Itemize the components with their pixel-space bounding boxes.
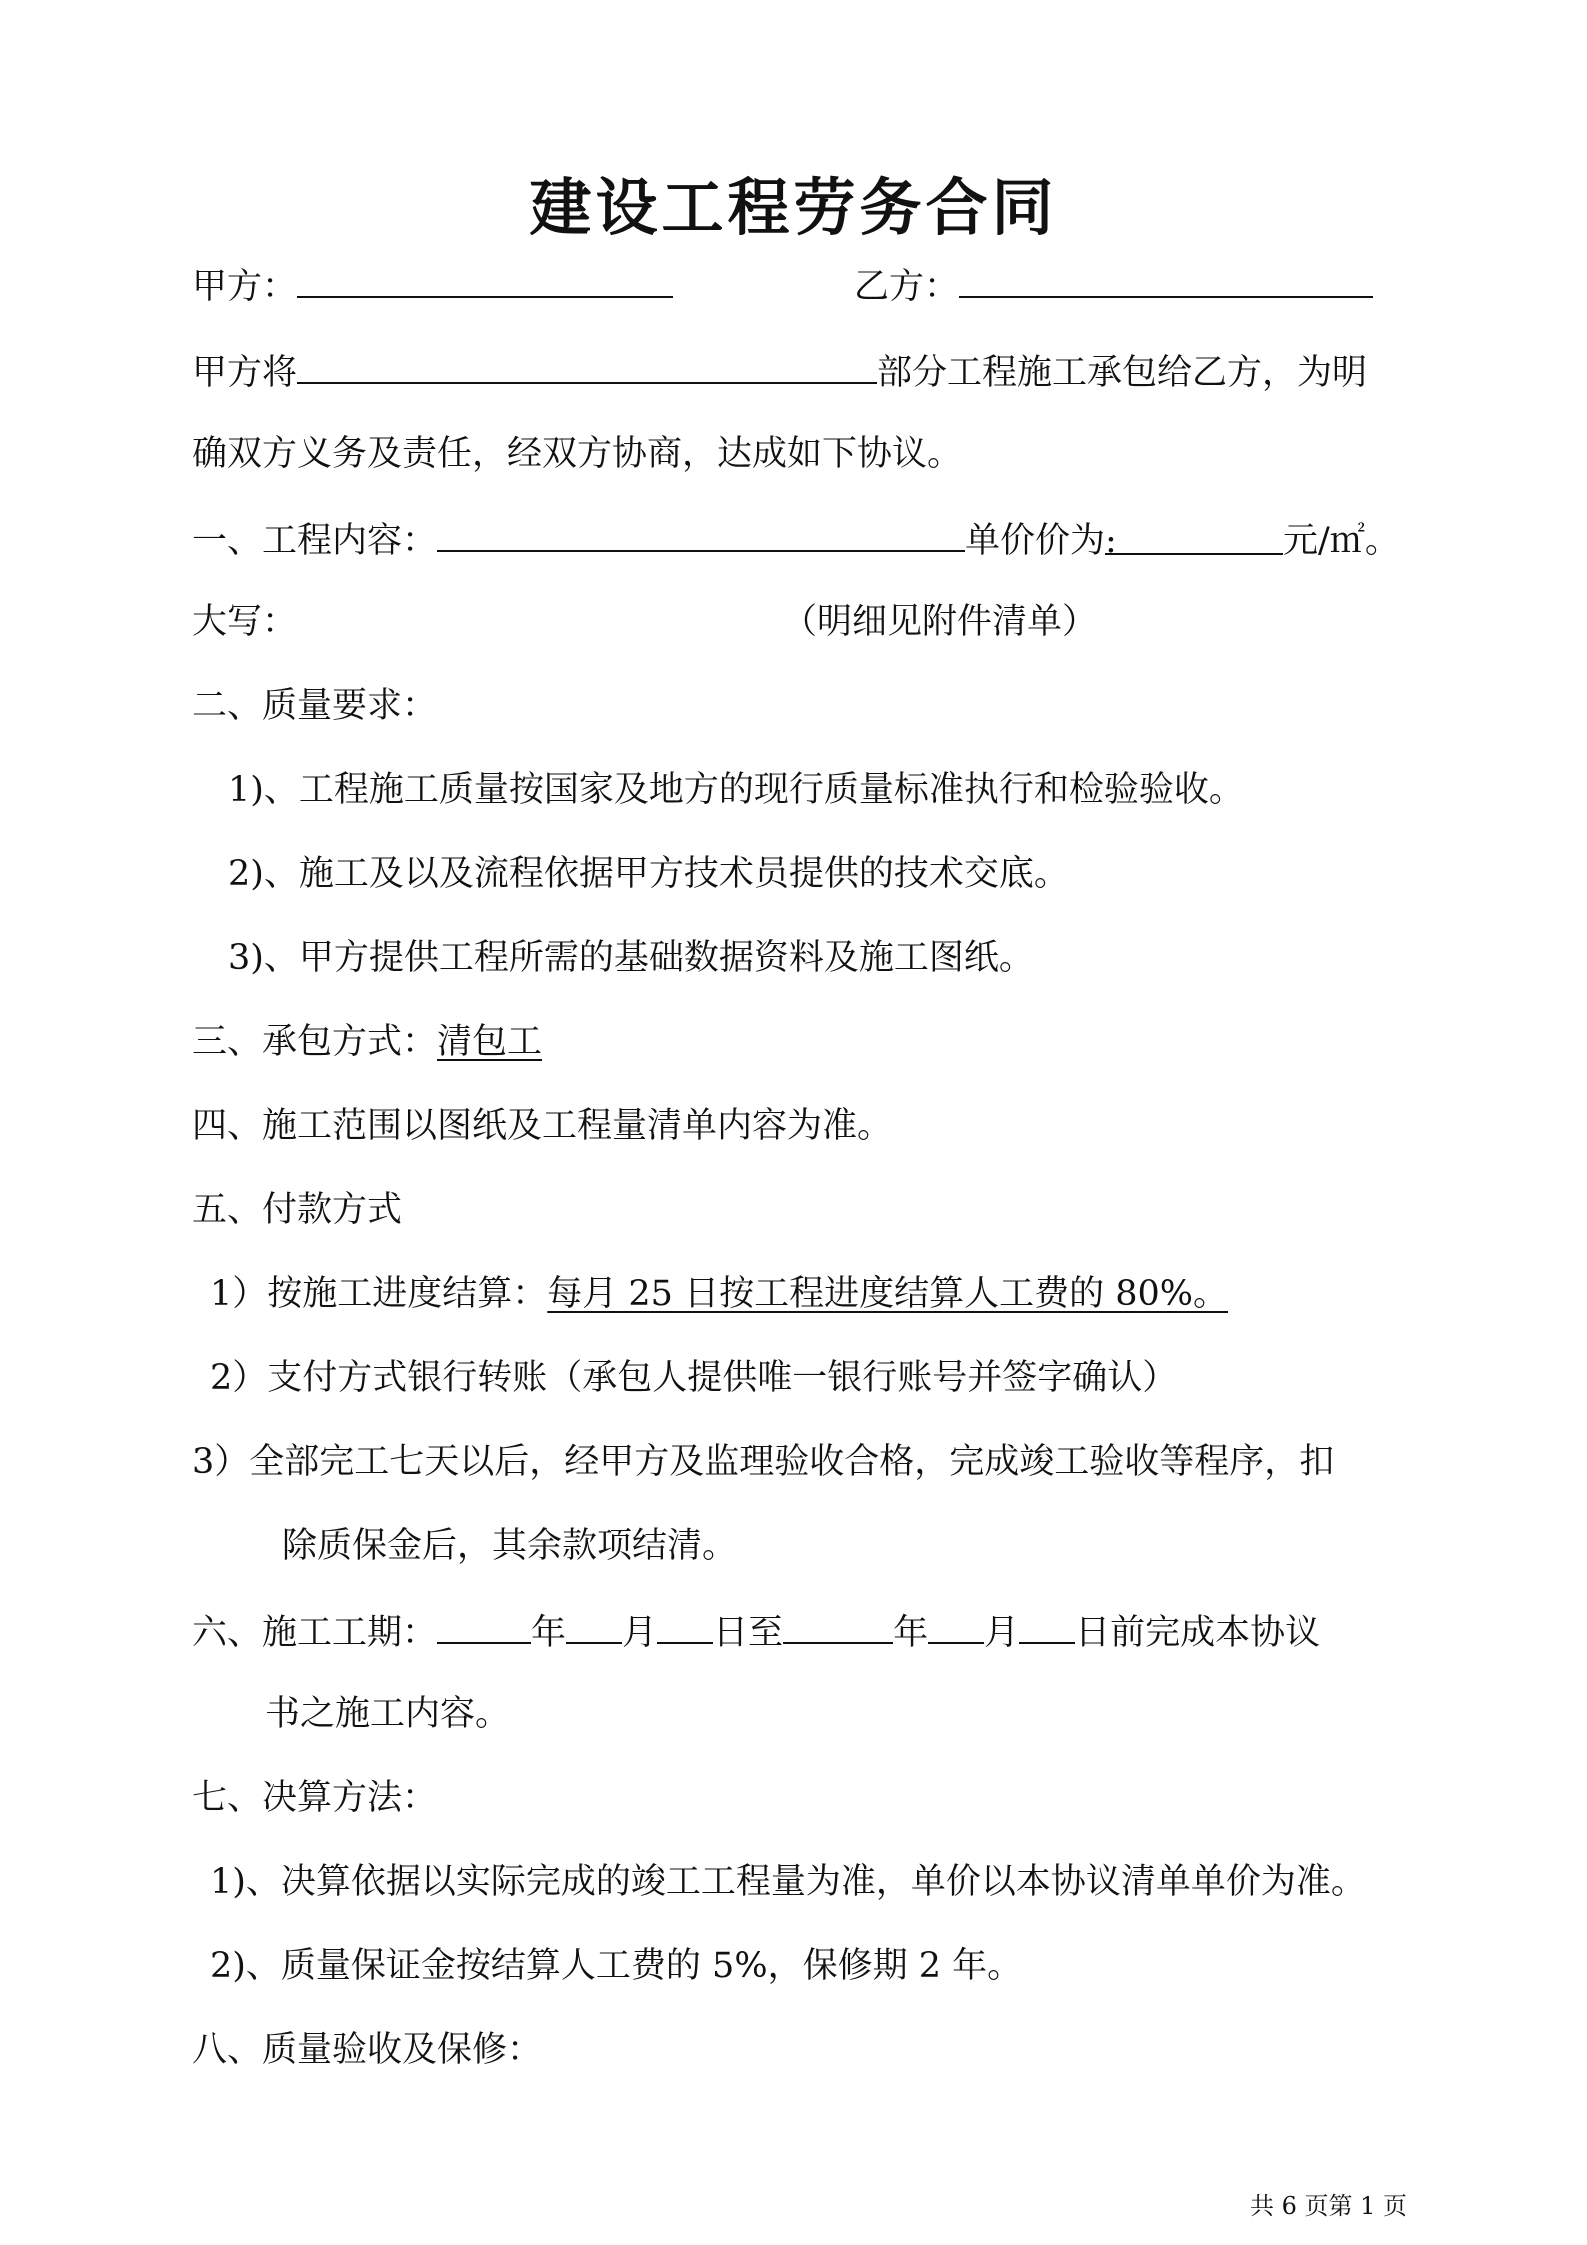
project-name-blank[interactable] [297,348,877,384]
payment-item1-label: 1）按施工进度结算： [210,1274,548,1314]
end-month-blank[interactable] [928,1608,984,1644]
section5-label: 五、付款方式 [192,1190,403,1230]
end-year-label: 年 [893,1613,929,1653]
start-day-label: 日至 [713,1613,784,1653]
party-line [192,262,673,309]
section7-item-2: 2)、质量保证金按结算人工费的 5%，保修期 2 年。 [210,1946,1023,1986]
section2-label: 二、质量要求： [192,686,438,726]
intro-line-1 [192,348,1367,395]
document-title: 建设工程劳务合同 [529,171,1058,244]
party-b-label: 乙方： [854,267,960,307]
start-year-label: 年 [531,1613,567,1653]
party-a-blank[interactable] [297,262,673,298]
unit-price-blank[interactable] [1105,519,1283,561]
unit-price-label: 单价价为 [965,521,1106,561]
section6-line [192,1608,1320,1655]
section3-line [192,1020,542,1064]
intro-text-start: 甲方将 [192,353,298,393]
section5-item-3-line-2: 除质保金后，其余款项结清。 [282,1526,738,1566]
end-day-blank[interactable] [1019,1608,1075,1644]
section6-line-2: 书之施工内容。 [265,1694,511,1734]
section6-label: 六、施工工期： [192,1613,438,1653]
end-month-label: 月 [984,1613,1020,1653]
start-year-blank[interactable] [437,1608,531,1644]
work-content-blank[interactable] [437,516,965,552]
contract-type-value: 清包工 [437,1022,543,1062]
payment-item1-value: 每月 25 日按工程进度结算人工费的 80%。 [547,1274,1228,1314]
section7-label: 七、决算方法： [192,1778,438,1818]
unit-label: 元/㎡。 [1283,521,1400,561]
section3-label: 三、承包方式： [192,1022,438,1062]
party-b-line [854,262,1373,309]
unit-price-colon: : [1105,521,1117,561]
start-month-label: 月 [622,1613,658,1653]
daxie-label: 大写： [192,602,298,642]
party-b-blank[interactable] [959,262,1373,298]
section5-item-1 [210,1272,1228,1316]
party-a-label: 甲方： [192,267,298,307]
section5-item-3-line-1: 3）全部完工七天以后，经甲方及监理验收合格，完成竣工验收等程序，扣 [192,1442,1335,1482]
section7-item-1: 1)、决算依据以实际完成的竣工工程量为准，单价以本协议清单单价为准。 [210,1862,1366,1902]
start-day-blank[interactable] [657,1608,713,1644]
section5-item-2: 2）支付方式银行转账（承包人提供唯一银行账号并签字确认） [210,1358,1178,1398]
section1-line [192,516,1400,563]
intro-text-end: 部分工程施工承包给乙方，为明 [877,353,1368,393]
detail-note: （明细见附件清单） [782,602,1098,642]
section4-label: 四、施工范围以图纸及工程量清单内容为准。 [192,1106,893,1146]
section2-item-3: 3)、甲方提供工程所需的基础数据资料及施工图纸。 [228,938,1034,978]
section8-label: 八、质量验收及保修： [192,2030,543,2070]
page-number: 共 6 页第 1 页 [1249,2192,1407,2220]
end-year-blank[interactable] [783,1608,893,1644]
end-day-label: 日前完成本协议 [1075,1613,1321,1653]
start-month-blank[interactable] [566,1608,622,1644]
section2-item-1: 1)、工程施工质量按国家及地方的现行质量标准执行和检验验收。 [228,770,1244,810]
intro-line-2: 确双方义务及责任，经双方协商，达成如下协议。 [192,434,963,474]
section2-item-2: 2)、施工及以及流程依据甲方技术员提供的技术交底。 [228,854,1069,894]
section1-label: 一、工程内容： [192,521,438,561]
